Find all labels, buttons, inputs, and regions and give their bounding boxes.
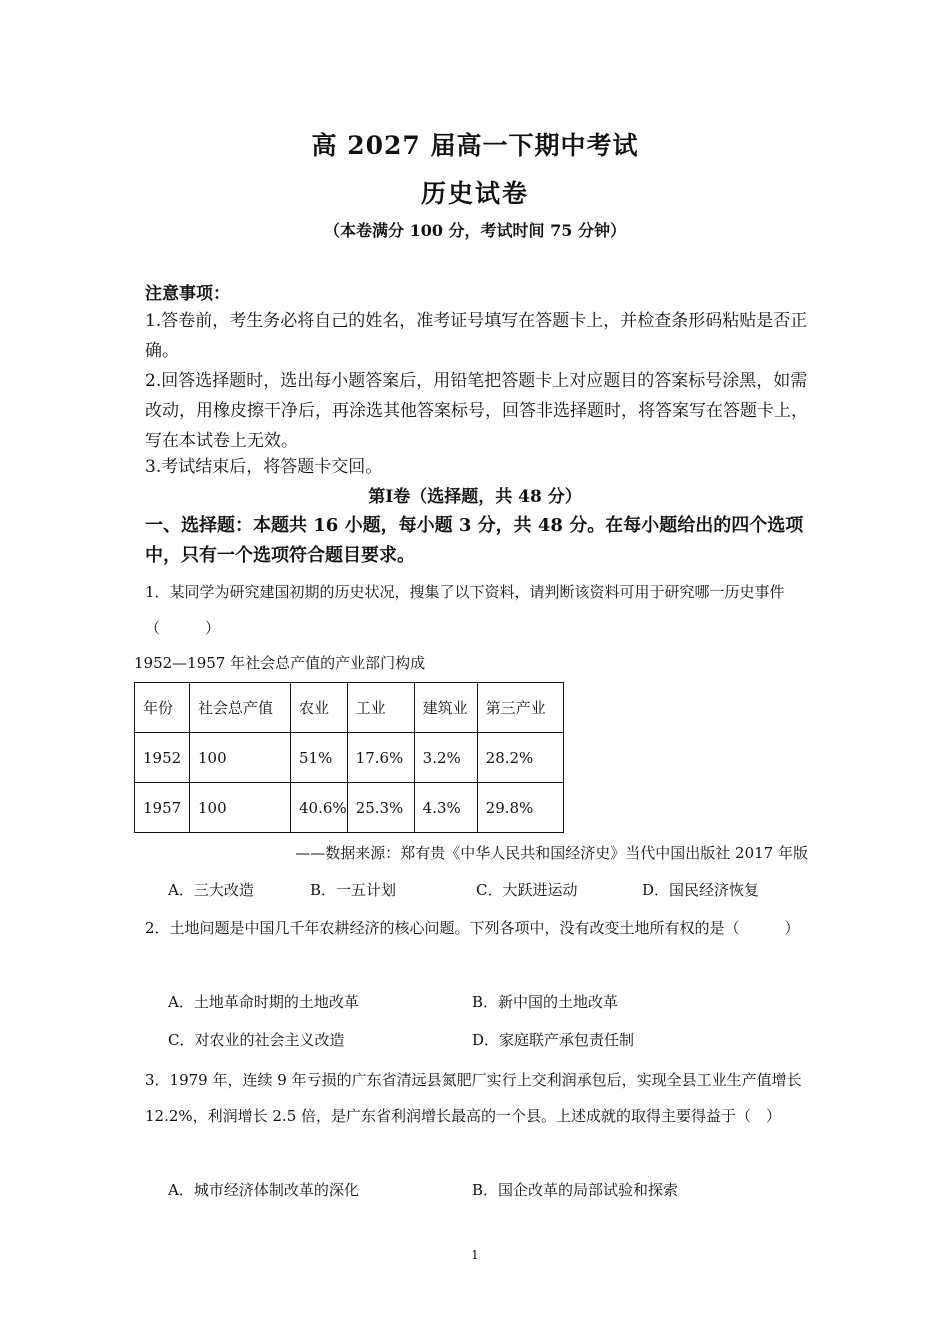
- table-cell: 1957: [135, 783, 190, 833]
- table-header-cell: 社会总产值: [190, 683, 291, 733]
- table-cell: 100: [190, 733, 291, 783]
- table-row: [135, 783, 564, 833]
- notice-item: 1.答卷前，考生务必将自己的姓名，准考证号填写在答题卡上，并检查条形码粘贴是否正确。: [145, 311, 808, 361]
- exam-info: （本卷满分 100 分，考试时间 75 分钟）: [324, 221, 626, 240]
- part-heading: 第Ⅰ卷（选择题，共 48 分）: [368, 487, 582, 507]
- option-b: B．新中国的土地改革: [472, 993, 619, 1011]
- option-c: C．大跃进运动: [476, 881, 578, 899]
- table-cell: 51%: [291, 733, 348, 783]
- question-3-stem: 3．1979 年，连续 9 年亏损的广东省清远县氮肥厂实行上交利润承包后，实现全县工业生产值增长 12.2%，利润增长 2.5 倍，是广东省利润增长最高的一个县。上述成就的取得主要得益于（ ）: [145, 1071, 802, 1125]
- notice-item: 2.回答选择题时，选出每小题答案后，用铅笔把答题卡上对应题目的答案标号涂黑，如需改动，用橡皮擦干净后，再涂选其他答案标号，回答非选择题时，将答案写在答题卡上，写在本试卷上无效。: [145, 371, 808, 451]
- option-a: A．土地革命时期的土地改革: [168, 993, 359, 1011]
- option-d: D．家庭联产承包责任制: [472, 1031, 635, 1049]
- data-source: ——数据来源：郑有贵《中华人民共和国经济史》当代中国出版社 2017 年版: [295, 844, 808, 862]
- exam-title: 高 2027 届高一下期中考试: [311, 131, 639, 160]
- notice-heading: 注意事项：: [145, 284, 230, 304]
- table-header-cell: 第三产业: [477, 683, 563, 733]
- data-table: [134, 682, 564, 833]
- table-header-cell: 工业: [347, 683, 414, 733]
- table-cell: 25.3%: [347, 783, 414, 833]
- option-b: B．国企改革的局部试验和探索: [472, 1181, 679, 1199]
- table-cell: 29.8%: [477, 783, 563, 833]
- table-cell: 3.2%: [414, 733, 477, 783]
- section-heading: 一、选择题：本题共 16 小题，每小题 3 分，共 48 分。在每小题给出的四个选项中，只有一个选项符合题目要求。: [145, 515, 804, 566]
- table-header-cell: 农业: [291, 683, 348, 733]
- option-b: B．一五计划: [310, 881, 397, 899]
- question-2-stem: 2．土地问题是中国几千年农耕经济的核心问题。下列各项中，没有改变土地所有权的是（ ）: [145, 919, 800, 937]
- question-1-stem: 1．某同学为研究建国初期的历史状况，搜集了以下资料，请判断该资料可用于研究哪一历史事件（ ）: [145, 583, 785, 637]
- table-cell: 100: [190, 783, 291, 833]
- table-header-cell: 建筑业: [414, 683, 477, 733]
- table-header-row: [135, 683, 564, 733]
- table-cell: 28.2%: [477, 733, 563, 783]
- table-cell: 40.6%: [291, 783, 348, 833]
- table-header-cell: 年份: [135, 683, 190, 733]
- table-caption: 1952—1957 年社会总产值的产业部门构成: [134, 654, 426, 672]
- page-number: 1: [471, 1248, 479, 1262]
- option-d: D．国民经济恢复: [642, 881, 760, 899]
- option-a: A．三大改造: [168, 881, 254, 899]
- table-cell: 17.6%: [347, 733, 414, 783]
- table-cell: 4.3%: [414, 783, 477, 833]
- table-cell: 1952: [135, 733, 190, 783]
- notice-item: 3.考试结束后，将答题卡交回。: [145, 457, 383, 477]
- subject-title: 历史试卷: [420, 179, 529, 208]
- option-c: C．对农业的社会主义改造: [168, 1031, 345, 1049]
- table-row: [135, 733, 564, 783]
- option-a: A．城市经济体制改革的深化: [168, 1181, 359, 1199]
